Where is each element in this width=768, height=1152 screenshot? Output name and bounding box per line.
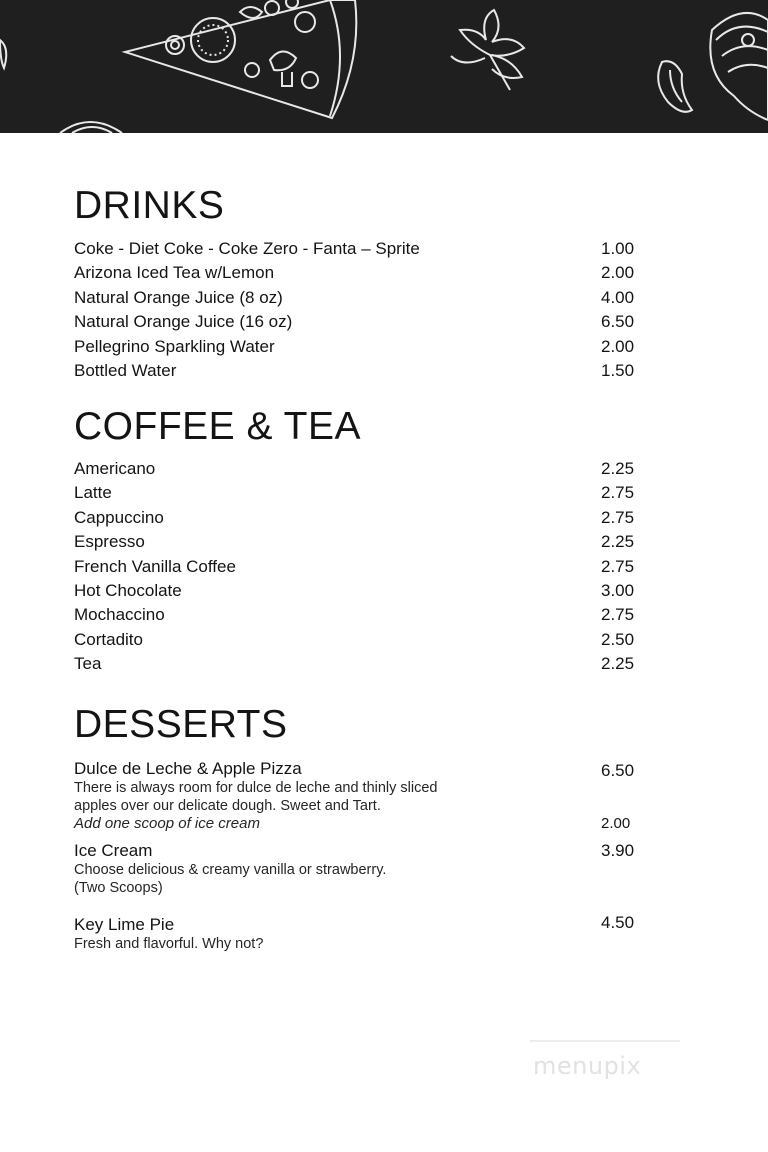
item-name: Key Lime Pie <box>74 915 175 934</box>
item-name: Tea <box>74 654 102 674</box>
item-name: Espresso <box>74 532 145 552</box>
menu-item <box>74 603 654 627</box>
item-price: 2.50 <box>601 629 635 649</box>
menu-item <box>74 506 654 530</box>
menu-item <box>74 359 654 383</box>
menu-item <box>74 335 654 359</box>
item-name: Cappuccino <box>74 507 164 527</box>
header-banner <box>0 0 768 133</box>
item-price: 2.25 <box>601 459 635 478</box>
item-name: Americano <box>74 459 156 478</box>
menu-item <box>74 652 654 676</box>
dessert-item <box>74 759 654 833</box>
item-name: French Vanilla Coffee <box>74 556 236 576</box>
menu-item <box>74 310 654 334</box>
item-description: (Two Scoops) <box>74 880 163 896</box>
item-description: There is always room for dulce de leche and thinly sliced <box>74 780 438 796</box>
item-name: Cortadito <box>74 629 143 649</box>
item-price: 1.00 <box>601 239 635 258</box>
section-title-coffee-tea: COFFEE & TEA <box>74 405 361 448</box>
menu-item <box>74 481 654 505</box>
item-name: Natural Orange Juice (8 oz) <box>74 287 283 307</box>
menu-item <box>74 530 654 554</box>
item-name: Ice Cream <box>74 841 153 860</box>
item-name: Latte <box>74 483 112 503</box>
menu-item <box>74 286 654 310</box>
item-description: apples over our delicate dough. Sweet and Tart. <box>74 798 381 814</box>
menu-item <box>74 555 654 579</box>
item-price: 2.00 <box>601 336 635 356</box>
item-name: Dulce de Leche & Apple Pizza <box>74 759 302 778</box>
item-name: Mochaccino <box>74 605 165 625</box>
item-name: Hot Chocolate <box>74 580 182 600</box>
addon-price: 2.00 <box>601 815 631 832</box>
item-price: 2.75 <box>601 605 635 625</box>
item-name: Natural Orange Juice (16 oz) <box>74 312 293 332</box>
menu-item <box>74 261 654 285</box>
item-price: 2.75 <box>601 483 635 503</box>
coffee-tea-list <box>74 457 654 677</box>
item-price: 2.25 <box>601 654 635 674</box>
item-description: Choose delicious & creamy vanilla or strawberry. <box>74 862 387 878</box>
menu-item <box>74 457 654 481</box>
dessert-item <box>74 841 654 897</box>
section-title-desserts: DESSERTS <box>74 703 288 746</box>
menu-item <box>74 237 654 261</box>
item-name: Coke - Diet Coke - Coke Zero - Fanta – Sprite <box>74 239 420 258</box>
item-name: Arizona Iced Tea w/Lemon <box>74 263 275 283</box>
item-price: 4.50 <box>601 913 635 932</box>
item-name: Bottled Water <box>74 360 177 380</box>
item-price: 3.00 <box>601 580 635 600</box>
item-price: 3.90 <box>601 841 635 860</box>
item-addon: Add one scoop of ice cream <box>74 815 260 832</box>
item-price: 4.00 <box>601 287 635 307</box>
item-price: 1.50 <box>601 360 635 380</box>
item-price: 2.75 <box>601 556 635 576</box>
watermark-line <box>530 1040 680 1042</box>
menu-item <box>74 579 654 603</box>
item-price: 2.25 <box>601 532 635 552</box>
menu-item <box>74 628 654 652</box>
item-name: Pellegrino Sparkling Water <box>74 336 275 356</box>
watermark-logo: menupix <box>533 1052 642 1080</box>
item-price: 6.50 <box>601 761 635 780</box>
drinks-list <box>74 237 654 383</box>
food-illustration-icon <box>0 0 768 133</box>
dessert-item <box>74 915 654 953</box>
item-price: 2.00 <box>601 263 635 283</box>
item-description: Fresh and flavorful. Why not? <box>74 936 264 952</box>
item-price: 2.75 <box>601 507 635 527</box>
section-title-drinks: DRINKS <box>74 184 225 227</box>
item-price: 6.50 <box>601 312 635 332</box>
